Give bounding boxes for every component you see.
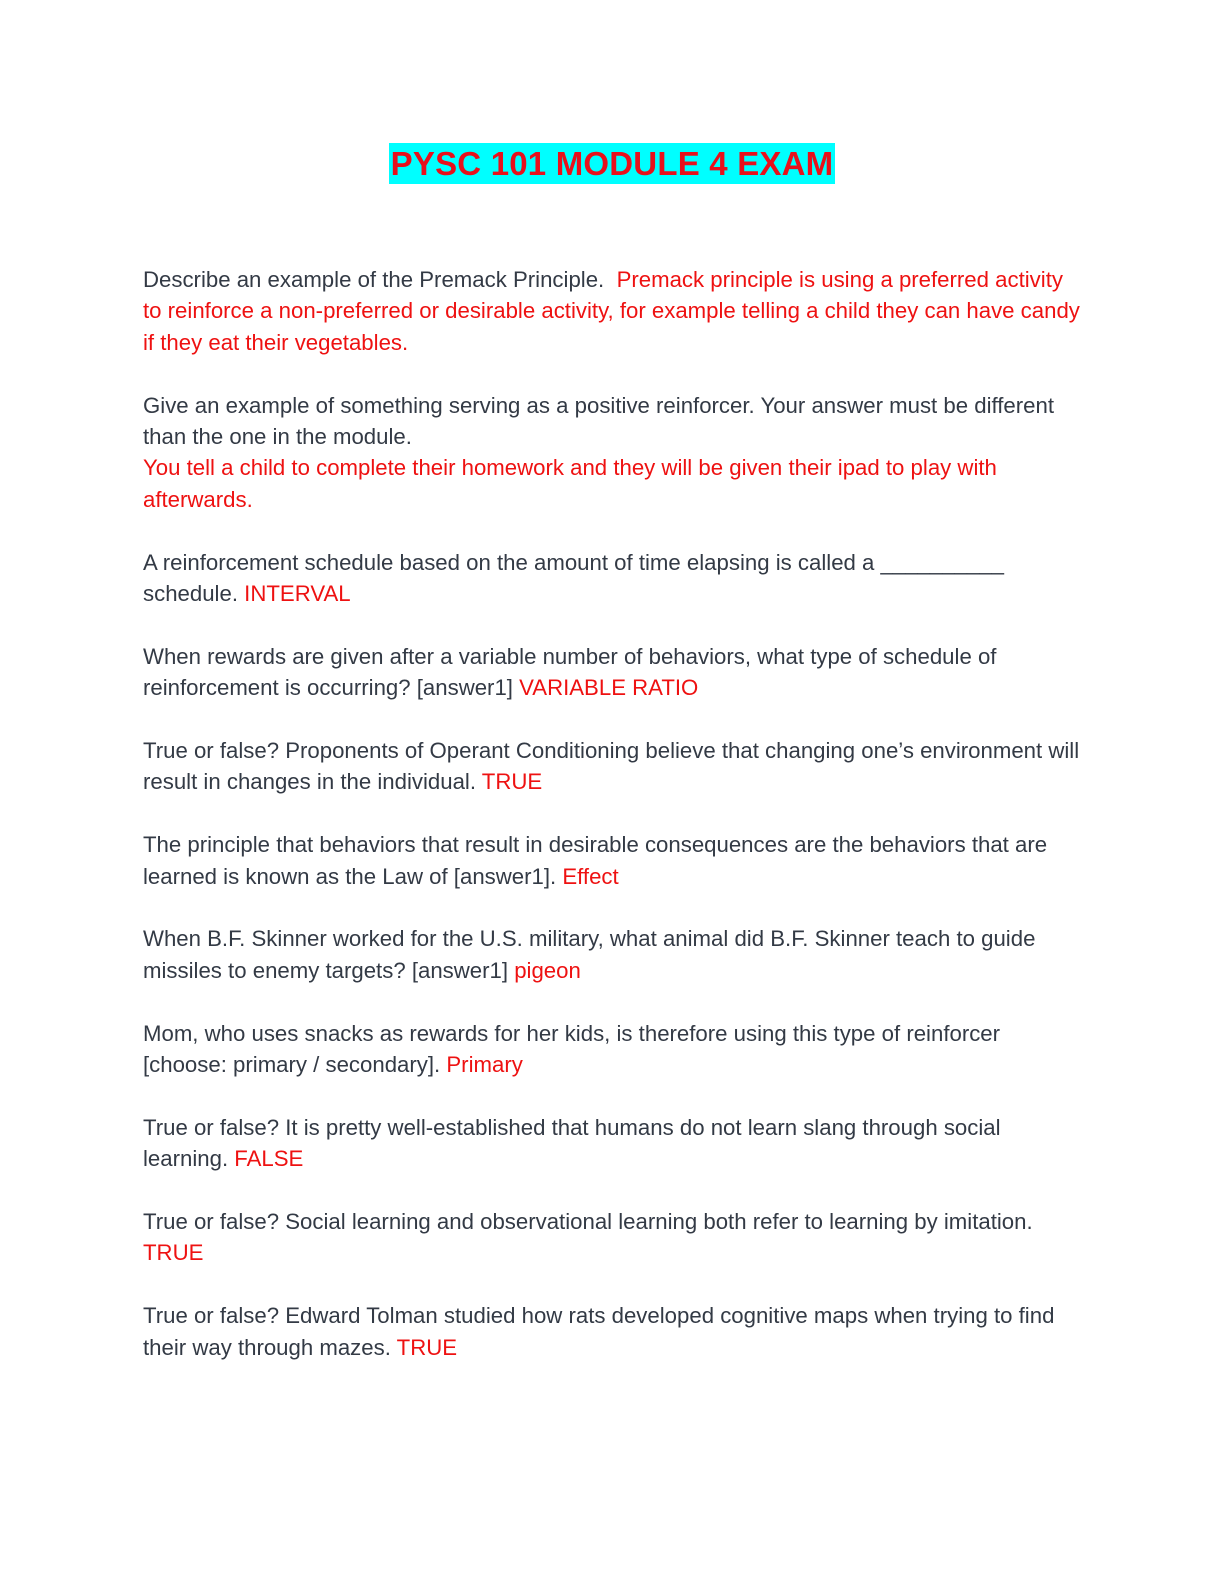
question-item-7 <box>143 923 1083 986</box>
question-text: When B.F. Skinner worked for the U.S. military, what animal did B.F. Skinner teach to guide missiles to enemy targets? [answer1] <box>143 926 1036 983</box>
question-item-3 <box>143 547 1083 610</box>
question-text: True or false? Edward Tolman studied how rats developed cognitive maps when trying to find their way through mazes. <box>143 1303 1055 1360</box>
answer-text: INTERVAL <box>244 581 351 607</box>
answer-text: VARIABLE RATIO <box>519 675 699 701</box>
title-container <box>0 143 1224 184</box>
exam-title: PYSC 101 MODULE 4 EXAM <box>390 145 834 182</box>
question-text: True or false? Social learning and observational learning both refer to learning by imitation. <box>143 1209 1033 1235</box>
question-item-8 <box>143 1018 1083 1081</box>
question-text: True or false? It is pretty well-established that humans do not learn slang through social learning. <box>143 1114 1001 1172</box>
answer-text: pigeon <box>514 957 581 983</box>
answer-text: Premack principle is using a preferred activity to reinforce a non-preferred or desirable activity, for example telling a child they can have candy if they eat their vegetables. <box>143 267 1080 355</box>
question-item-9 <box>143 1112 1083 1175</box>
answer-text: Effect <box>562 863 619 889</box>
question-item-1 <box>143 264 1083 358</box>
question-item-10 <box>143 1206 1083 1269</box>
answer-text: TRUE <box>481 769 543 795</box>
question-text: True or false? Proponents of Operant Conditioning believe that changing one’s environment will result in changes in the individual. <box>143 738 1080 795</box>
question-text: When rewards are given after a variable number of behaviors, what type of schedule of reinforcement is occurring? [answer1] <box>143 643 997 701</box>
answer-text: Primary <box>446 1052 523 1078</box>
question-list <box>143 264 1083 1394</box>
question-text: Give an example of something serving as a positive reinforcer. Your answer must be different than the one in the module. <box>143 392 1054 450</box>
answer-text: FALSE <box>234 1146 304 1172</box>
answer-text: TRUE <box>396 1334 458 1360</box>
question-text: The principle that behaviors that result in desirable consequences are the behaviors that are learned is known as the Law of [answer1]. <box>143 832 1048 889</box>
question-text: Mom, who uses snacks as rewards for her kids, is therefore using this type of reinforcer [choose: primary / secondary]. <box>143 1020 1001 1078</box>
answer-text: TRUE <box>143 1240 204 1266</box>
question-item-4 <box>143 641 1083 704</box>
question-text: A reinforcement schedule based on the amount of time elapsing is called a __________ schedule. <box>143 549 1004 607</box>
question-item-5 <box>143 735 1083 798</box>
question-item-11 <box>143 1300 1083 1363</box>
question-item-6 <box>143 829 1083 892</box>
answer-text: You tell a child to complete their homework and they will be given their ipad to play with afterwards. <box>143 455 997 512</box>
question-text: Describe an example of the Premack Principle. <box>143 267 605 292</box>
question-item-2 <box>143 390 1083 516</box>
